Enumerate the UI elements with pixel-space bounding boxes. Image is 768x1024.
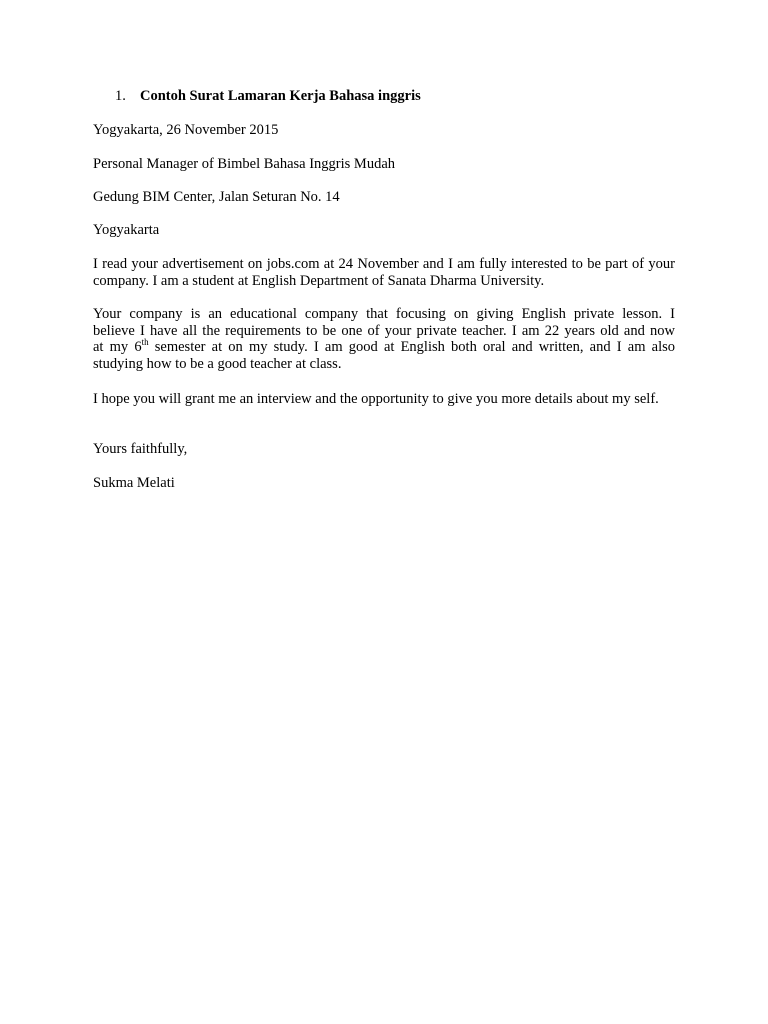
qualifications-line-2: believe I have all the requirements to be one of your private teacher. I am 22 years old and now — [93, 322, 675, 339]
recipient-line-1: Personal Manager of Bimbel Bahasa Inggris Mudah — [93, 156, 396, 172]
date-line: Yogyakarta, 26 November 2015 — [93, 122, 279, 138]
qualifications-line-3-start: at my 6 — [93, 339, 142, 356]
ordinal-superscript: th — [141, 337, 149, 348]
recipient-line-3: Yogyakarta — [93, 222, 160, 238]
signature-name: Sukma Melati — [93, 475, 175, 491]
paragraph-qualifications — [93, 306, 675, 372]
qualifications-line-3 — [93, 339, 675, 356]
heading-number: 1. — [115, 88, 126, 104]
letter-heading — [115, 88, 421, 105]
qualifications-line-4: studying how to be a good teacher at class. — [93, 355, 342, 372]
heading-title: Contoh Surat Lamaran Kerja Bahasa inggris — [140, 88, 421, 104]
paragraph-interview-request: I hope you will grant me an interview and the opportunity to give you more details about my self. — [93, 391, 659, 407]
qualifications-line-1: Your company is an educational company that focusing on giving English private lesson. I — [93, 306, 675, 322]
paragraph-advertisement: I read your advertisement on jobs.com at 24 November and I am fully interested to be part of your company. I am a student at English Department of Sanata Dharma University. — [93, 256, 675, 289]
recipient-line-2: Gedung BIM Center, Jalan Seturan No. 14 — [93, 189, 340, 205]
qualifications-line-3-end: semester at on my study. I am good at English both oral and written, and I am also — [148, 339, 675, 356]
closing-line: Yours faithfully, — [93, 441, 188, 457]
